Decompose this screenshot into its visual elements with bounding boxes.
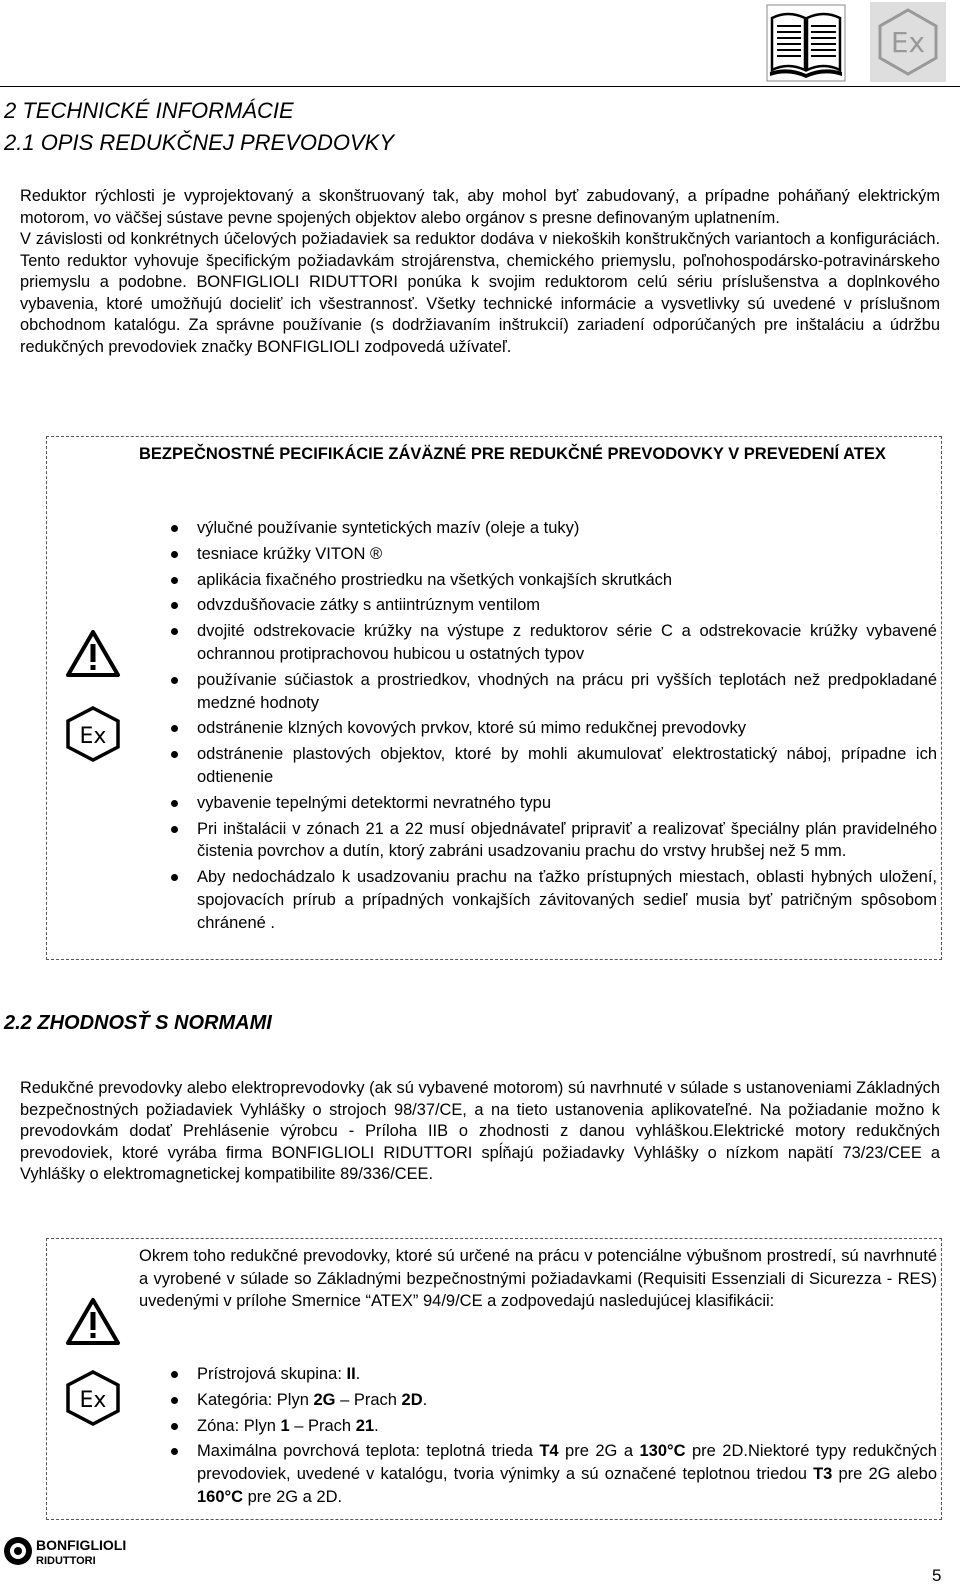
intro-paragraph-2: V závislosti od konkrétnych účelových požiadaviek sa reduktor dodáva v niekoških konštrukčných variantoch a konfiguráciách. Tento reduktor vyhovuje špecifickým požiadavkám strojárenstva, chemického priemyslu, poľnohospodársko-potravinárskeho priemyslu a podobne. BONFIGLIOLI RIDUTTORI ponúka k svojim reduktorom celú sériu príslušenstva a doplnkového vybavenia, ktoré umožňujú docieliť ich všestrannosť. Všetky technické informácie a vysvetlivky sú uvedené v príslušnom obchodnom katalógu. Za správne používanie (s dodržiavaním inštrukcií) zariadení odporúčaných pre inštaláciu a údržbu redukčných prevodoviek značky BONFIGLIOLI zodpovedá užívateľ. — [20, 230, 940, 356]
atex-classification-box — [46, 1238, 942, 1520]
manual-book-icon — [766, 4, 846, 82]
list-item: odstránenie plastových objektov, ktoré by mohli akumulovať elektrostatický náboj, prípadne ich odtienenie — [139, 743, 937, 789]
svg-text:BONFIGLIOLI: BONFIGLIOLI — [36, 1537, 127, 1553]
atex-ex-hexagon-icon — [65, 705, 121, 763]
atex-bullet-list — [139, 1363, 937, 1512]
intro-paragraph-1: Reduktor rýchlosti je vyprojektovaný a skonštruovaný tak, aby mohol byť zabudovaný, a prípadne poháňaný elektrickým motorom, vo väčšej sústave pevne spojených objektov alebo orgánov s presne definovaným uplatnením. — [20, 187, 940, 227]
atex-intro: Okrem toho redukčné prevodovky, ktoré sú určené na prácu v potenciálne výbušnom prostredí, sú navrhnuté a vyrobené v súlade so Základnými bezpečnostnými požiadavkami (Requisiti Essenziali di Sicurezza - RES) uvedenými v prílohe Smernice “ATEX” 94/9/CE a zodpovedajú nasledujúcej klasifikácii: — [139, 1247, 937, 1311]
svg-text:RIDUTTORI: RIDUTTORI — [36, 1555, 96, 1567]
list-item: dvojité odstrekovacie krúžky na výstupe z reduktorov série C a odstrekovacie krúžky vybavené ochrannou protiprachovou hubicou u ostatných typov — [139, 620, 937, 666]
list-item: odvzdušňovacie zátky s antiintrúznym ventilom — [139, 594, 937, 617]
list-item: výlučné používanie syntetických mazív (oleje a tuky) — [139, 517, 937, 540]
list-item-zone: Zóna: Plyn 1 – Prach 21. — [139, 1415, 937, 1438]
section-title: 2 TECHNICKÉ INFORMÁCIE — [4, 98, 294, 123]
list-item: používanie súčiastok a prostriedkov, vhodných na prácu pri vyšších teplotách než predpokladané medzné hodnoty — [139, 669, 937, 715]
norms-paragraph: Redukčné prevodovky alebo elektroprevodovky (ak sú vybavené motorom) sú navrhnuté v súlade s ustanoveniami Základných bezpečnostných požiadaviek Vyhlášky o strojoch 98/37/CE, a na tieto ustanovenia aplikovateľné. Na požiadanie možno k prevodovkám dodať Prehlásenie výrobcu - Príloha IIB o zhodnosti z danou vyhláškou.Elektrické motory redukčných prevodoviek, ktoré vyrába firma BONFIGLIOLI RIDUTTORI spĺňajú požiadavky Vyhlášky o nízkom napätí 73/23/CEE a Vyhlášky o elektromagnetickej kompatibilite 89/336/CEE. — [20, 1079, 940, 1183]
svg-text:Ex: Ex — [79, 1388, 107, 1413]
list-item: aplikácia fixačného prostriedku na všetkých vonkajších skrutkách — [139, 569, 937, 592]
svg-text:Ex: Ex — [890, 26, 926, 59]
list-item: odstránenie klzných kovových prvkov, ktoré sú mimo redukčnej prevodovky — [139, 717, 937, 740]
atex-ex-hexagon-icon — [65, 1369, 121, 1427]
atex-box-icons — [65, 1297, 121, 1427]
safety-specifications-box — [46, 436, 942, 960]
subsection-title: 2.1 OPIS REDUKČNEJ PREVODOVKY — [4, 130, 394, 155]
safety-bullet-list — [139, 517, 937, 938]
page-number: 5 — [932, 1566, 942, 1585]
list-item: Pri inštalácii v zónach 21 a 22 musí objednávateľ pripraviť a realizovať špeciálny plán pravidelného čistenia povrchov a dutín, ktorý zabráni usadzovaniu prachu do vrstvy hrubšej než 5 mm. — [139, 818, 937, 864]
list-item: vybavenie tepelnými detektormi nevratného typu — [139, 792, 937, 815]
warning-triangle-icon — [65, 1297, 121, 1347]
list-item-temperature: Maximálna povrchová teplota: teplotná trieda T4 pre 2G a 130°C pre 2D.Niektoré typy redukčných prevodoviek, uvedené v katalógu, tvoria výnimky a sú označené teplotnou triedou T3 pre 2G alebo 160°C pre 2G a 2D. — [139, 1440, 937, 1508]
list-item-category: Kategória: Plyn 2G – Prach 2D. — [139, 1389, 937, 1412]
norms-title: 2.2 ZHODNOSŤ S NORMAMI — [4, 1012, 272, 1034]
intro-text — [20, 186, 940, 358]
svg-text:Ex: Ex — [79, 724, 107, 749]
header-rule — [0, 86, 960, 87]
list-item-group: Prístrojová skupina: II. — [139, 1363, 937, 1386]
atex-ex-icon — [870, 2, 946, 82]
safety-box-title: BEZPEČNOSTNÉ PECIFIKÁCIE ZÁVÄZNÉ PRE REDUKČNÉ PREVODOVKY V PREVEDENÍ ATEX — [139, 445, 886, 463]
warning-triangle-icon — [65, 629, 121, 679]
list-item: Aby nedochádzalo k usadzovaniu prachu na ťažko prístupných miestach, oblasti hybných uložení, spojovacích prírub a prípadných vonkajších závitovaných sedieľ musia byť patričným spôsobom chránené . — [139, 866, 937, 934]
bonfiglioli-logo — [2, 1534, 132, 1568]
safety-box-icons — [65, 629, 121, 763]
list-item: tesniace krúžky VITON ® — [139, 543, 937, 566]
